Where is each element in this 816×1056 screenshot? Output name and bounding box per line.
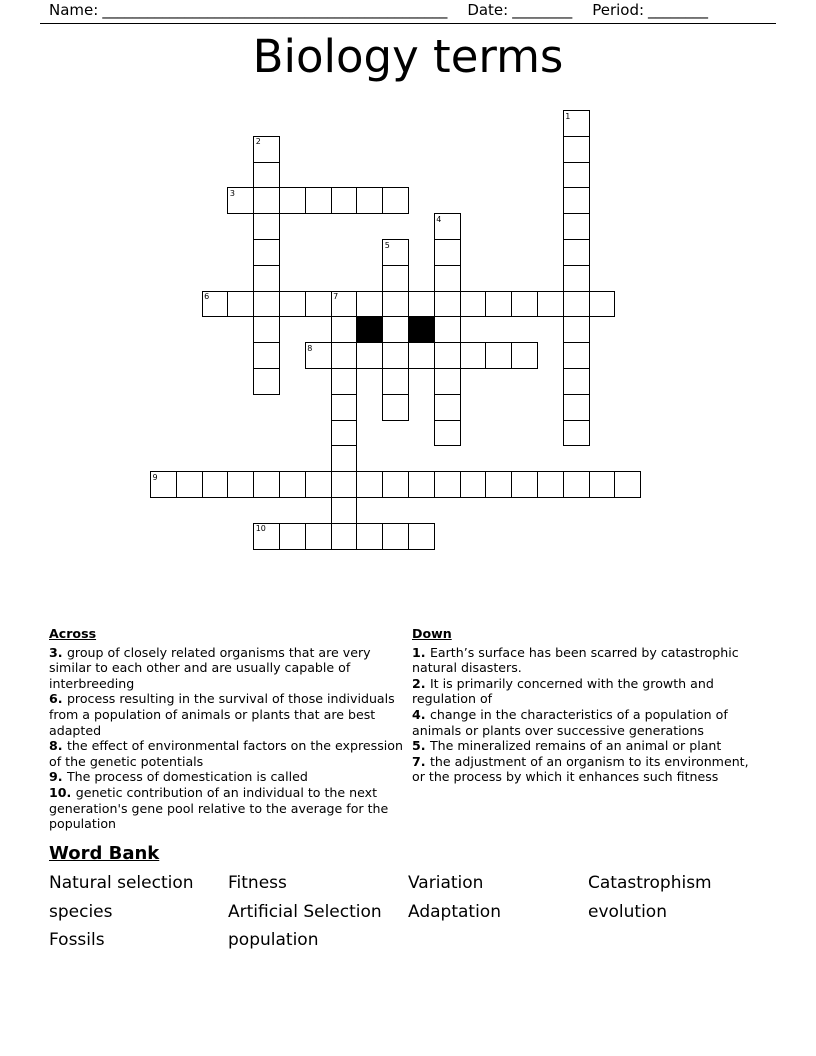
grid-cell [434, 213, 461, 240]
across-clue-list [49, 645, 412, 832]
grid-cell [485, 291, 512, 318]
grid-cell [563, 420, 590, 447]
clues-section [49, 626, 772, 832]
grid-cell [356, 471, 383, 498]
clue-number: 10. [49, 784, 76, 800]
down-clue-list [412, 645, 758, 785]
grid-cell-black [356, 316, 383, 343]
grid-cell [563, 162, 590, 189]
clue-number: 2. [412, 675, 430, 691]
clue: 3. group of closely related organisms that are very similar to each other and are usually capable of interbreeding [49, 644, 371, 691]
clue-number: 7. [412, 753, 430, 769]
grid-cell [382, 187, 409, 214]
grid-cell [460, 471, 487, 498]
grid-cell [331, 342, 358, 369]
cell-number: 7 [333, 292, 339, 302]
grid-cell [202, 471, 229, 498]
across-clues [49, 626, 412, 832]
grid-cell [253, 316, 280, 343]
grid-cell [382, 239, 409, 266]
grid-cell [563, 239, 590, 266]
clue: 5. The mineralized remains of an animal or plant [412, 738, 722, 754]
grid-cell [511, 291, 538, 318]
grid-cell [614, 471, 641, 498]
grid-cell [253, 187, 280, 214]
date-label: Date: [467, 2, 509, 19]
grid-cell [331, 497, 358, 524]
grid-cell [382, 368, 409, 395]
grid-cell [331, 368, 358, 395]
grid-cell [511, 471, 538, 498]
grid-cell [563, 316, 590, 343]
word-bank-item: species [49, 901, 113, 922]
word-bank-item: Variation [408, 873, 484, 893]
grid-cell [253, 342, 280, 369]
cell-number: 3 [229, 188, 235, 198]
word-bank-item: Fossils [49, 930, 105, 950]
date-blank-line: ________ [512, 2, 573, 19]
grid-cell [434, 291, 461, 318]
grid-cell [253, 265, 280, 292]
word-bank-item: evolution [588, 901, 667, 922]
grid-cell [408, 523, 435, 550]
grid-cell [227, 187, 254, 214]
grid-cell [331, 291, 358, 318]
cell-number: 10 [255, 524, 266, 534]
clue-number: 3. [49, 644, 67, 660]
grid-cell [176, 471, 203, 498]
grid-cell [537, 471, 564, 498]
across-heading: Across [49, 626, 97, 641]
grid-cell [434, 239, 461, 266]
grid-cell [382, 471, 409, 498]
word-bank-item: population [228, 930, 319, 950]
grid-cell [434, 368, 461, 395]
grid-cell [563, 342, 590, 369]
grid-cell [253, 239, 280, 266]
grid-cell [253, 368, 280, 395]
clue: 8. the effect of environmental factors on the expression of the genetic potentials [49, 738, 403, 769]
word-bank-item: Adaptation [408, 901, 501, 922]
grid-cell [305, 291, 332, 318]
grid-cell [408, 291, 435, 318]
grid-cell [202, 291, 229, 318]
period-blank-line: ________ [648, 2, 709, 19]
grid-cell [227, 291, 254, 318]
grid-cell [511, 342, 538, 369]
grid-cell [305, 523, 332, 550]
down-heading: Down [412, 626, 452, 641]
grid-cell [563, 471, 590, 498]
grid-cell [563, 110, 590, 137]
grid-cell [253, 291, 280, 318]
grid-cell [356, 342, 383, 369]
grid-cell [253, 471, 280, 498]
cell-number: 6 [204, 292, 210, 302]
cell-number: 9 [152, 472, 158, 482]
grid-cell [589, 291, 616, 318]
grid-cell [434, 471, 461, 498]
grid-cell [563, 136, 590, 163]
grid-cell [485, 342, 512, 369]
grid-cell [331, 471, 358, 498]
word-bank-item: Catastrophism [588, 873, 712, 893]
clue-number: 4. [412, 706, 430, 722]
grid-cell [382, 394, 409, 421]
grid-cell [589, 471, 616, 498]
clue-number: 6. [49, 691, 67, 707]
puzzle-title: Biology terms [252, 30, 564, 83]
cell-number: 2 [255, 137, 261, 147]
period-label: Period: [592, 2, 645, 19]
grid-cell [563, 394, 590, 421]
grid-cell [563, 187, 590, 214]
clue: 4. change in the characteristics of a population of animals or plants over successive generations [412, 706, 728, 738]
grid-cell [382, 523, 409, 550]
grid-cell [382, 316, 409, 343]
grid-cell [563, 291, 590, 318]
grid-cell [253, 136, 280, 163]
name-label: Name: [49, 2, 99, 19]
grid-cell [331, 420, 358, 447]
word-bank-heading: Word Bank [49, 843, 160, 864]
grid-cell [408, 471, 435, 498]
grid-cell [331, 394, 358, 421]
grid-cell [434, 265, 461, 292]
clue: 7. the adjustment of an organism to its environment, or the process by which it enhances such fitness [412, 753, 749, 785]
grid-cell [537, 291, 564, 318]
grid-cell [563, 213, 590, 240]
down-clues [412, 626, 758, 832]
grid-cell [382, 291, 409, 318]
grid-cell [460, 342, 487, 369]
grid-cell [434, 394, 461, 421]
cell-number: 4 [436, 214, 442, 224]
grid-cell [356, 291, 383, 318]
grid-cell [150, 471, 177, 498]
grid-cell [253, 523, 280, 550]
cell-number: 5 [384, 240, 390, 250]
name-blank-line: ______________________________________________ [102, 2, 448, 19]
grid-cell [305, 342, 332, 369]
word-bank-item: Fitness [228, 873, 287, 893]
grid-cell [434, 316, 461, 343]
grid-cell [279, 291, 306, 318]
grid-cell [279, 471, 306, 498]
grid-cell [408, 342, 435, 369]
grid-cell [382, 342, 409, 369]
grid-cell [356, 523, 383, 550]
grid-cell [485, 471, 512, 498]
grid-cell [434, 420, 461, 447]
grid-cell [331, 316, 358, 343]
grid-cell [253, 162, 280, 189]
clue: 6. process resulting in the survival of those individuals from a population of animals or plants that are best adapted [49, 691, 395, 738]
word-bank-item: Artificial Selection [228, 901, 382, 922]
grid-cell [434, 342, 461, 369]
grid-cell-black [408, 316, 435, 343]
clue: 9. The process of domestication is called [49, 769, 308, 785]
clue-number: 5. [412, 738, 430, 754]
clue: 2. It is primarily concerned with the growth and regulation of [412, 675, 714, 707]
grid-cell [460, 291, 487, 318]
cell-number: 8 [307, 343, 313, 353]
grid-cell [331, 187, 358, 214]
grid-cell [382, 265, 409, 292]
grid-cell [356, 187, 383, 214]
grid-cell [331, 523, 358, 550]
grid-cell [305, 187, 332, 214]
word-bank-item: Natural selection [49, 873, 194, 893]
grid-cell [279, 187, 306, 214]
word-bank [49, 875, 776, 950]
clue-number: 8. [49, 738, 67, 754]
clue-number: 9. [49, 769, 67, 785]
grid-cell [253, 213, 280, 240]
grid-cell [227, 471, 254, 498]
grid-cell [279, 523, 306, 550]
grid-cell [563, 368, 590, 395]
grid-cell [563, 265, 590, 292]
cell-number: 1 [565, 111, 571, 121]
clue: 1. Earth’s surface has been scarred by catastrophic natural disasters. [412, 644, 739, 676]
grid-cell [331, 445, 358, 472]
grid-cell [305, 471, 332, 498]
clue-number: 1. [412, 644, 430, 660]
clue: 10. genetic contribution of an individual to the next generation's gene pool relative to the average for the population [49, 784, 389, 832]
